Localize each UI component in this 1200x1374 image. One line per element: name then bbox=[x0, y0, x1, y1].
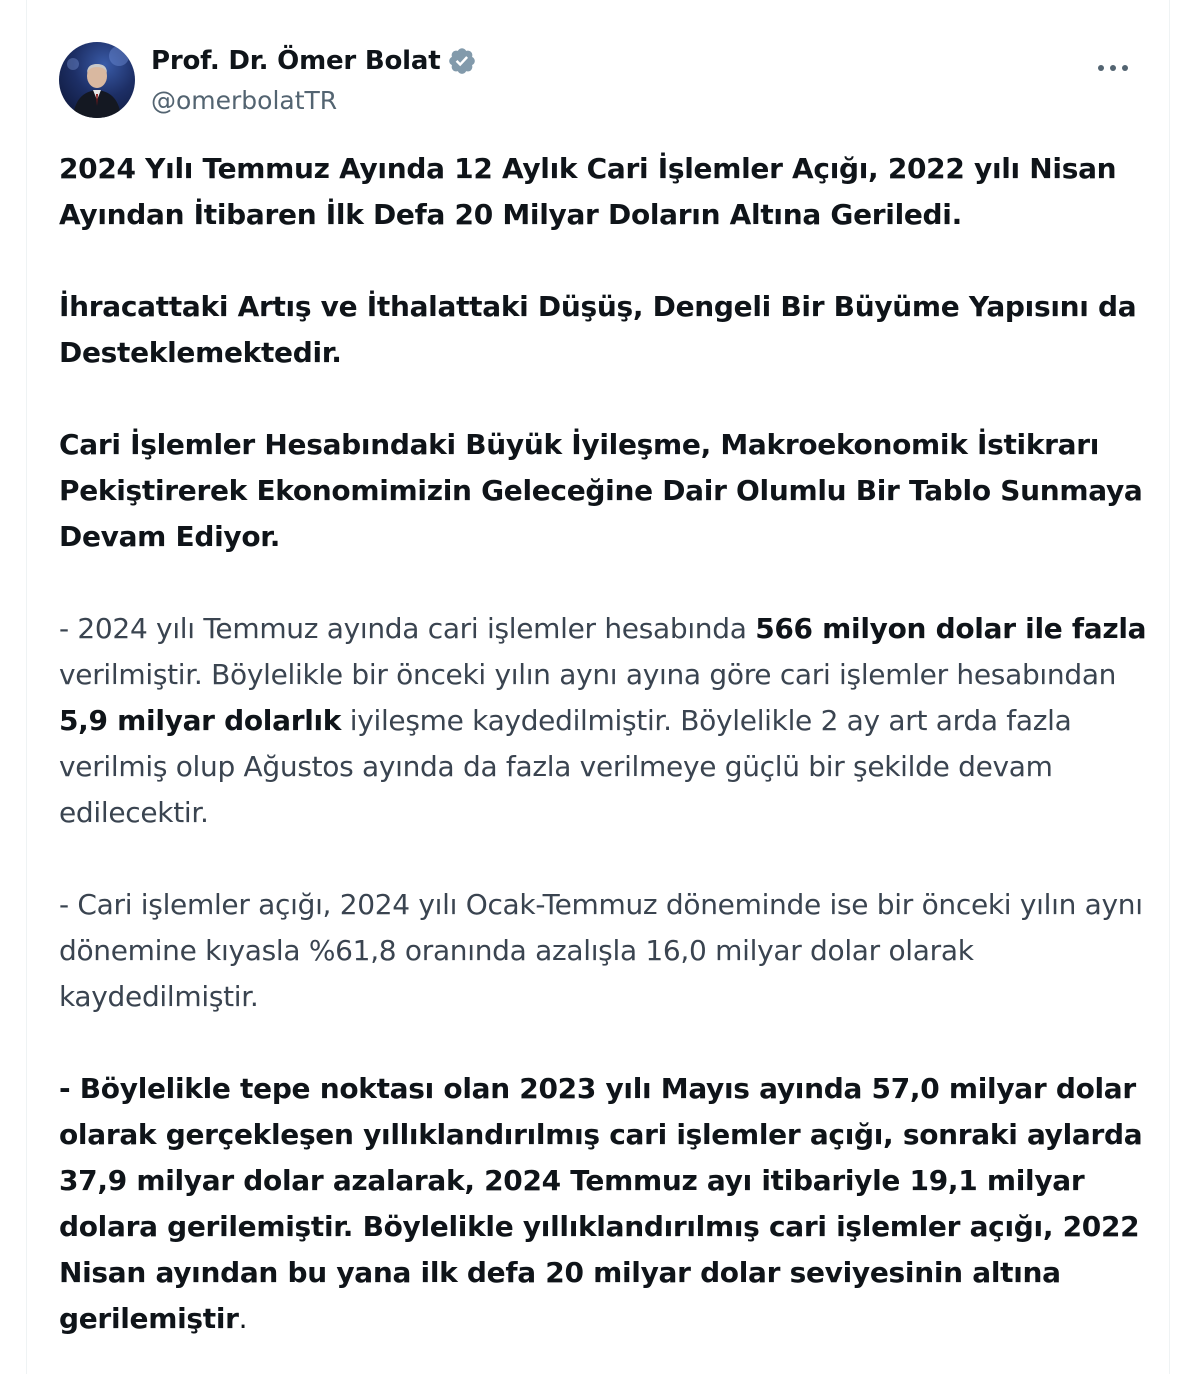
paragraph-text: - 2024 yılı Temmuz ayında cari işlemler hesabında bbox=[59, 612, 756, 645]
user-handle[interactable]: @omerbolatTR bbox=[151, 86, 338, 115]
tweet-header bbox=[59, 42, 1169, 122]
paragraph-current-account-surplus bbox=[59, 606, 1149, 836]
profile-photo-icon bbox=[59, 42, 135, 118]
more-options-button[interactable] bbox=[1093, 48, 1133, 88]
paragraph-text: iyileşme kaydedilmiştir. Böylelikle 2 ay art arda fazla verilmiş olup Ağustos ayında da fazla verilmeye güçlü bir şekilde devam edilecektir. bbox=[59, 704, 1072, 829]
name-row bbox=[151, 46, 477, 76]
headline-1: 2024 Yılı Temmuz Ayında 12 Aylık Cari İşlemler Açığı, 2022 yılı Nisan Ayından İtibaren İlk Defa 20 Milyar Doların Altına Geriledi. bbox=[59, 152, 1117, 231]
paragraph-annualized-deficit bbox=[59, 1066, 1149, 1342]
paragraph-text: verilmiştir. Böylelikle bir önceki yılın aynı ayına göre cari işlemler hesabından bbox=[59, 658, 1117, 691]
headline-3: Cari İşlemler Hesabındaki Büyük İyileşme, Makroekonomik İstikrarı Pekiştirerek Ekonomimizin Geleceğine Dair Olumlu Bir Tablo Sunmaya Devam Ediyor. bbox=[59, 428, 1143, 553]
tweet-text bbox=[59, 146, 1149, 1342]
more-horizontal-icon bbox=[1097, 64, 1129, 72]
display-name[interactable]: Prof. Dr. Ömer Bolat bbox=[151, 46, 441, 76]
verified-badge-icon[interactable] bbox=[447, 46, 477, 76]
headline-2: İhracattaki Artış ve İthalattaki Düşüş, Dengeli Bir Büyüme Yapısını da Desteklemektedir. bbox=[59, 290, 1137, 369]
paragraph-deficit-jan-jul: - Cari işlemler açığı, 2024 yılı Ocak-Temmuz döneminde ise bir önceki yılın aynı dönemine kıyasla %61,8 oranında azalışla 16,0 milyar dolar olarak kaydedilmiştir. bbox=[59, 888, 1143, 1013]
highlight-surplus: 566 milyon dolar ile fazla bbox=[755, 612, 1147, 645]
paragraph-text: - Böylelikle tepe noktası olan 2023 yılı Mayıs ayında 57,0 milyar dolar olarak gerçekleşen yıllıklandırılmış cari işlemler açığı, sonraki aylarda 37,9 milyar dolar azalarak, 2024 Temmuz ayı itibariyle 19,1 milyar dolara gerilemiştir. Böylelikle yıllıklandırılmış cari işlemler açığı, 2022 Nisan ayından bu yana ilk defa 20 milyar dolar seviyesinin altına gerilemiştir bbox=[59, 1072, 1143, 1335]
avatar[interactable] bbox=[59, 42, 135, 118]
paragraph-end: . bbox=[238, 1302, 248, 1335]
tweet-card bbox=[26, 0, 1170, 1374]
highlight-improvement: 5,9 milyar dolarlık bbox=[59, 704, 342, 737]
